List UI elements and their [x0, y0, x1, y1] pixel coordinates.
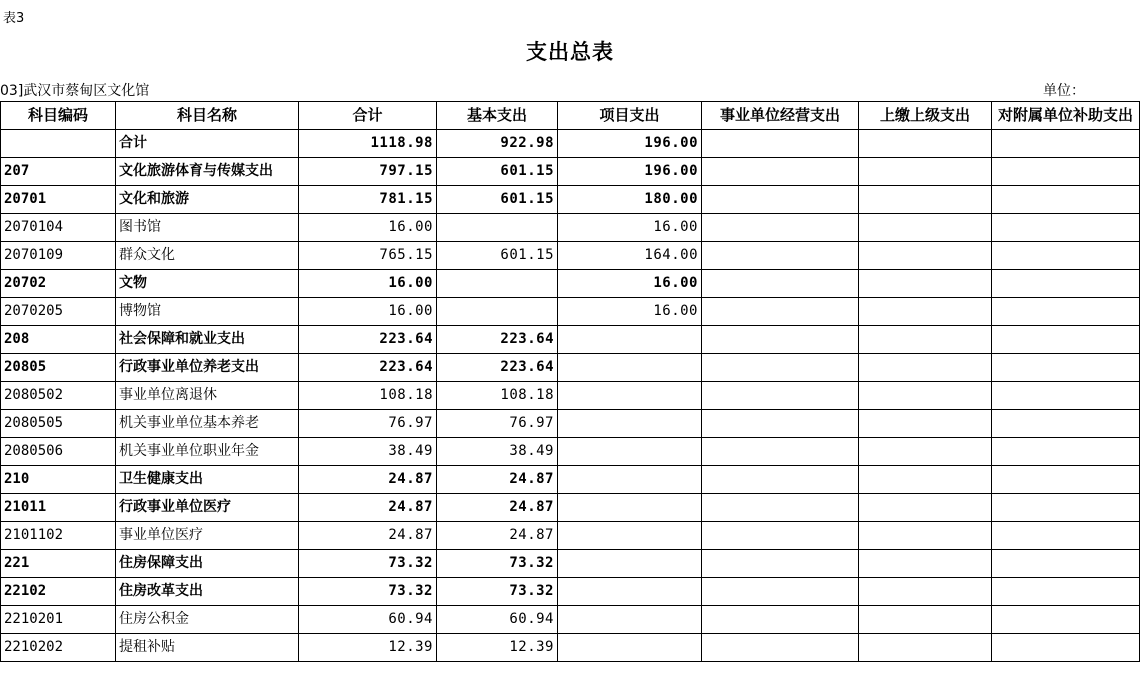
cell-subsidy [992, 298, 1140, 326]
cell-upper [859, 438, 992, 466]
cell-name: 行政事业单位养老支出 [116, 354, 299, 382]
cell-total: 797.15 [299, 158, 437, 186]
table-row [1, 410, 1140, 438]
cell-project [558, 382, 702, 410]
table-row [1, 326, 1140, 354]
table-row [1, 130, 1140, 158]
cell-operating [702, 214, 859, 242]
cell-upper [859, 522, 992, 550]
cell-project: 16.00 [558, 270, 702, 298]
cell-total: 108.18 [299, 382, 437, 410]
cell-name: 住房保障支出 [116, 550, 299, 578]
table-row [1, 158, 1140, 186]
cell-code: 22102 [1, 578, 116, 606]
table-row [1, 438, 1140, 466]
cell-operating [702, 634, 859, 662]
cell-subsidy [992, 410, 1140, 438]
cell-subsidy [992, 522, 1140, 550]
cell-code: 20805 [1, 354, 116, 382]
col-header-code: 科目编码 [1, 102, 116, 130]
cell-total: 60.94 [299, 606, 437, 634]
cell-project: 16.00 [558, 214, 702, 242]
cell-basic: 922.98 [437, 130, 558, 158]
cell-total: 16.00 [299, 298, 437, 326]
cell-total: 223.64 [299, 326, 437, 354]
cell-name: 卫生健康支出 [116, 466, 299, 494]
cell-subsidy [992, 466, 1140, 494]
cell-subsidy [992, 186, 1140, 214]
cell-total: 765.15 [299, 242, 437, 270]
cell-upper [859, 326, 992, 354]
cell-project [558, 466, 702, 494]
cell-total: 73.32 [299, 578, 437, 606]
cell-total: 73.32 [299, 550, 437, 578]
cell-code: 2080506 [1, 438, 116, 466]
cell-basic: 24.87 [437, 522, 558, 550]
cell-operating [702, 242, 859, 270]
unit-label: 单位： [1043, 83, 1085, 99]
cell-project [558, 522, 702, 550]
cell-basic: 223.64 [437, 354, 558, 382]
cell-subsidy [992, 270, 1140, 298]
expenditure-table [0, 101, 1140, 662]
cell-total: 12.39 [299, 634, 437, 662]
cell-subsidy [992, 606, 1140, 634]
cell-subsidy [992, 130, 1140, 158]
cell-total: 16.00 [299, 270, 437, 298]
cell-code [1, 130, 116, 158]
table-row [1, 186, 1140, 214]
cell-upper [859, 578, 992, 606]
cell-operating [702, 550, 859, 578]
cell-name: 事业单位离退休 [116, 382, 299, 410]
cell-subsidy [992, 382, 1140, 410]
cell-name: 社会保障和就业支出 [116, 326, 299, 354]
cell-name: 博物馆 [116, 298, 299, 326]
cell-basic: 24.87 [437, 494, 558, 522]
cell-subsidy [992, 326, 1140, 354]
col-header-subsidy: 对附属单位补助支出 [992, 102, 1140, 130]
cell-upper [859, 494, 992, 522]
cell-upper [859, 634, 992, 662]
cell-name: 文化和旅游 [116, 186, 299, 214]
cell-subsidy [992, 578, 1140, 606]
cell-operating [702, 578, 859, 606]
cell-project [558, 606, 702, 634]
cell-project: 164.00 [558, 242, 702, 270]
cell-basic: 108.18 [437, 382, 558, 410]
cell-operating [702, 410, 859, 438]
cell-project [558, 326, 702, 354]
cell-name: 住房改革支出 [116, 578, 299, 606]
cell-code: 210 [1, 466, 116, 494]
table-row [1, 634, 1140, 662]
cell-subsidy [992, 242, 1140, 270]
cell-basic: 38.49 [437, 438, 558, 466]
cell-code: 2210201 [1, 606, 116, 634]
cell-project [558, 438, 702, 466]
cell-operating [702, 186, 859, 214]
cell-total: 38.49 [299, 438, 437, 466]
cell-operating [702, 298, 859, 326]
table-row [1, 494, 1140, 522]
cell-operating [702, 326, 859, 354]
header-row [1, 102, 1140, 130]
col-header-name: 科目名称 [116, 102, 299, 130]
table-row [1, 382, 1140, 410]
cell-upper [859, 298, 992, 326]
cell-upper [859, 354, 992, 382]
cell-code: 20702 [1, 270, 116, 298]
cell-basic: 73.32 [437, 550, 558, 578]
cell-code: 208 [1, 326, 116, 354]
cell-basic: 601.15 [437, 158, 558, 186]
cell-subsidy [992, 494, 1140, 522]
cell-basic: 601.15 [437, 186, 558, 214]
cell-name: 行政事业单位医疗 [116, 494, 299, 522]
cell-code: 221 [1, 550, 116, 578]
cell-total: 1118.98 [299, 130, 437, 158]
cell-total: 24.87 [299, 522, 437, 550]
cell-total: 223.64 [299, 354, 437, 382]
cell-upper [859, 606, 992, 634]
cell-name: 文化旅游体育与传媒支出 [116, 158, 299, 186]
cell-subsidy [992, 634, 1140, 662]
cell-total: 781.15 [299, 186, 437, 214]
cell-basic: 73.32 [437, 578, 558, 606]
cell-basic: 60.94 [437, 606, 558, 634]
cell-basic [437, 270, 558, 298]
cell-name: 群众文化 [116, 242, 299, 270]
cell-project [558, 494, 702, 522]
cell-upper [859, 550, 992, 578]
cell-total: 76.97 [299, 410, 437, 438]
cell-upper [859, 158, 992, 186]
cell-basic: 12.39 [437, 634, 558, 662]
organization-name: 03]武汉市蔡甸区文化馆 [0, 83, 150, 99]
cell-subsidy [992, 214, 1140, 242]
cell-name: 文物 [116, 270, 299, 298]
cell-basic: 24.87 [437, 466, 558, 494]
page-title: 支出总表 [526, 39, 614, 64]
cell-code: 2210202 [1, 634, 116, 662]
cell-operating [702, 130, 859, 158]
cell-name: 机关事业单位基本养老 [116, 410, 299, 438]
cell-project [558, 410, 702, 438]
table-row [1, 298, 1140, 326]
cell-name: 事业单位医疗 [116, 522, 299, 550]
cell-upper [859, 130, 992, 158]
cell-basic: 601.15 [437, 242, 558, 270]
cell-project: 196.00 [558, 130, 702, 158]
cell-project [558, 550, 702, 578]
cell-total: 16.00 [299, 214, 437, 242]
table-row [1, 578, 1140, 606]
table-row [1, 550, 1140, 578]
cell-subsidy [992, 158, 1140, 186]
cell-code: 2080502 [1, 382, 116, 410]
cell-name: 合计 [116, 130, 299, 158]
cell-name: 提租补贴 [116, 634, 299, 662]
cell-total: 24.87 [299, 494, 437, 522]
col-header-operating: 事业单位经营支出 [702, 102, 859, 130]
cell-project [558, 634, 702, 662]
cell-name: 机关事业单位职业年金 [116, 438, 299, 466]
col-header-upper: 上缴上级支出 [859, 102, 992, 130]
cell-upper [859, 466, 992, 494]
cell-operating [702, 438, 859, 466]
cell-code: 2070205 [1, 298, 116, 326]
cell-operating [702, 270, 859, 298]
cell-operating [702, 522, 859, 550]
cell-operating [702, 354, 859, 382]
cell-project: 196.00 [558, 158, 702, 186]
cell-operating [702, 494, 859, 522]
cell-project: 180.00 [558, 186, 702, 214]
cell-basic: 223.64 [437, 326, 558, 354]
cell-code: 21011 [1, 494, 116, 522]
cell-code: 2070109 [1, 242, 116, 270]
cell-basic: 76.97 [437, 410, 558, 438]
cell-total: 24.87 [299, 466, 437, 494]
table-number: 表3 [3, 11, 25, 26]
cell-project: 16.00 [558, 298, 702, 326]
table-row [1, 354, 1140, 382]
cell-operating [702, 382, 859, 410]
col-header-basic: 基本支出 [437, 102, 558, 130]
table-row [1, 522, 1140, 550]
cell-code: 20701 [1, 186, 116, 214]
table-body [1, 130, 1140, 662]
cell-upper [859, 270, 992, 298]
table-row [1, 270, 1140, 298]
cell-operating [702, 606, 859, 634]
table-row [1, 466, 1140, 494]
table-row [1, 606, 1140, 634]
cell-code: 2101102 [1, 522, 116, 550]
table-row [1, 242, 1140, 270]
cell-project [558, 354, 702, 382]
cell-project [558, 578, 702, 606]
cell-upper [859, 214, 992, 242]
cell-subsidy [992, 550, 1140, 578]
cell-basic [437, 298, 558, 326]
col-header-total: 合计 [299, 102, 437, 130]
cell-subsidy [992, 354, 1140, 382]
cell-basic [437, 214, 558, 242]
cell-upper [859, 186, 992, 214]
cell-code: 207 [1, 158, 116, 186]
cell-operating [702, 466, 859, 494]
cell-operating [702, 158, 859, 186]
cell-upper [859, 382, 992, 410]
cell-upper [859, 242, 992, 270]
cell-upper [859, 410, 992, 438]
cell-subsidy [992, 438, 1140, 466]
cell-name: 住房公积金 [116, 606, 299, 634]
cell-code: 2080505 [1, 410, 116, 438]
cell-code: 2070104 [1, 214, 116, 242]
col-header-project: 项目支出 [558, 102, 702, 130]
table-row [1, 214, 1140, 242]
cell-name: 图书馆 [116, 214, 299, 242]
